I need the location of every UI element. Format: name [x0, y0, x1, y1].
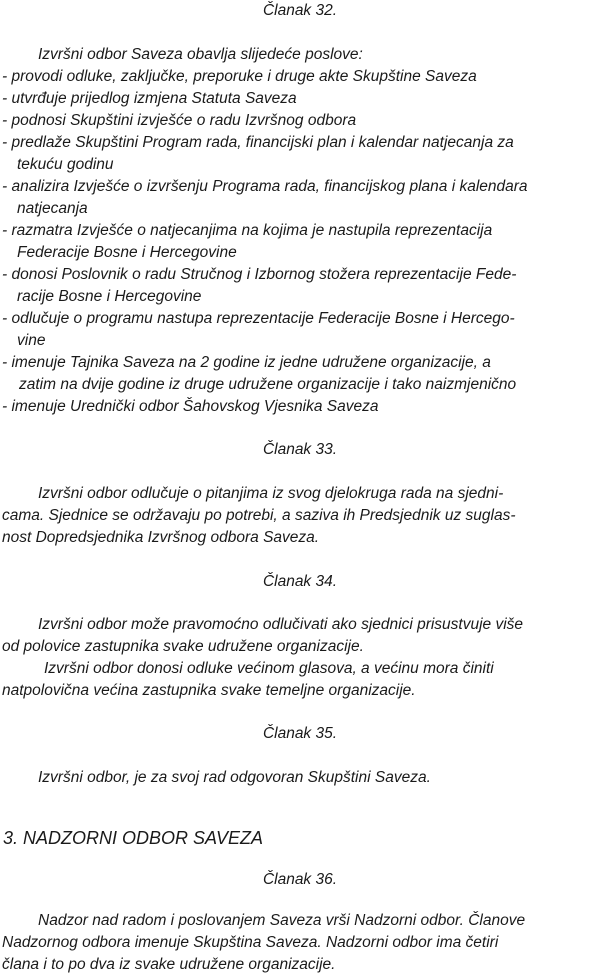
list-item-continuation: zatim na dvije godine iz druge udružene organizacije i tako naizmjenično: [19, 376, 517, 393]
list-item-continuation: Federacije Bosne i Hercegovine: [17, 244, 237, 261]
article-32-intro: Izvršni odbor Saveza obavlja slijedeće poslove:: [38, 46, 363, 63]
list-item-continuation: natjecanja: [17, 200, 88, 217]
list-item: - razmatra Izvješće o natjecanjima na kojima je nastupila reprezentacija: [2, 222, 493, 239]
article-34-heading: Članak 34.: [262, 573, 338, 590]
list-item: - provodi odluke, zaključke, preporuke i druge akte Skupštine Saveza: [2, 68, 477, 85]
article-35-heading: Članak 35.: [262, 725, 338, 742]
paragraph-line: Izvršni odbor donosi odluke većinom glasova, a većinu mora činiti: [44, 660, 494, 677]
paragraph-line: cama. Sjednice se održavaju po potrebi, a saziva ih Predsjednik uz suglas-: [2, 507, 516, 524]
list-item: - predlaže Skupštini Program rada, financijski plan i kalendar natjecanja za: [2, 134, 514, 151]
paragraph-line: člana i to po dva iz svake udružene organizacije.: [2, 956, 336, 973]
list-item: - odlučuje o programu nastupa reprezentacije Federacije Bosne i Hercego-: [2, 310, 515, 327]
list-item: - podnosi Skupštini izvješće o radu Izvršnog odbora: [2, 112, 357, 129]
article-32-heading: Članak 32.: [262, 2, 338, 19]
list-item: - donosi Poslovnik o radu Stručnog i Izbornog stožera reprezentacije Fede-: [2, 266, 517, 283]
list-item-continuation: vine: [17, 332, 46, 349]
paragraph-line: Nadzor nad radom i poslovanjem Saveza vrši Nadzorni odbor. Članove: [38, 912, 526, 929]
paragraph-line: Nadzornog odbora imenuje Skupština Saveza. Nadzorni odbor ima četiri: [2, 934, 499, 951]
list-item: - imenuje Tajnika Saveza na 2 godine iz jedne udružene organizacije, a: [2, 354, 491, 371]
paragraph-line: Izvršni odbor može pravomoćno odlučivati ako sjednici prisustvuje više: [38, 616, 524, 633]
paragraph-line: od polovice zastupnika svake udružene organizacije.: [2, 638, 364, 655]
article-36-heading: Članak 36.: [262, 871, 338, 888]
paragraph-line: Izvršni odbor odlučuje o pitanjima iz svog djelokruga rada na sjedni-: [38, 485, 504, 502]
article-33-heading: Članak 33.: [262, 441, 338, 458]
list-item: - imenuje Urednički odbor Šahovskog Vjesnika Saveza: [2, 398, 379, 415]
paragraph-line: nost Dopredsjednika Izvršnog odbora Saveza.: [2, 529, 320, 546]
paragraph-line: natpolovična većina zastupnika svake temeljne organizacije.: [2, 682, 416, 699]
list-item: - utvrđuje prijedlog izmjena Statuta Saveza: [2, 90, 297, 107]
section-title: 3. NADZORNI ODBOR SAVEZA: [3, 828, 264, 848]
list-item: - analizira Izvješće o izvršenju Programa rada, financijskog plana i kalendara: [2, 178, 528, 195]
paragraph-line: Izvršni odbor, je za svoj rad odgovoran Skupštini Saveza.: [38, 769, 431, 786]
list-item-continuation: tekuću godinu: [17, 156, 114, 173]
list-item-continuation: racije Bosne i Hercegovine: [17, 288, 202, 305]
